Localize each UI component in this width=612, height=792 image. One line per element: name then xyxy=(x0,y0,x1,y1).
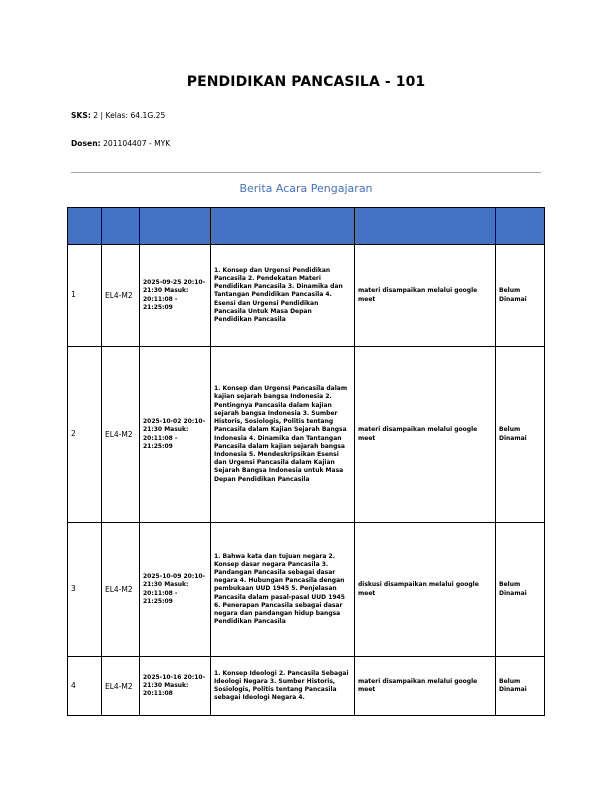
session-material: 1. Konsep dan Urgensi Pendidikan Pancasila 2. Pendekatan Materi Pendidikan Pancasila 3. Dinamika dan Tantangan Pendidikan Pancasila 4. Esensi dan Urgensi Pendidikan Pancasila Untuk Masa Depan Pendidikan Pancasila xyxy=(211,245,355,347)
header-cell xyxy=(496,208,545,245)
class-code: EL4-M2 xyxy=(102,347,140,523)
dosen-label: Dosen: xyxy=(71,139,101,148)
header-cell xyxy=(211,208,355,245)
header-cell xyxy=(140,208,211,245)
status-badge: Belum Dinamai xyxy=(496,245,545,347)
session-material: 1. Konsep dan Urgensi Pancasila dalam kajian sejarah bangsa Indonesia 2. Pentingnya Pancasila dalam kajian sejarah bangsa Indonesia 3. Sumber Historis, Sosiologis, Politis tentang Pancasila dalam Kajian Sejarah Bangsa Indonesia 4. Dinamika dan Tantangan Pancasila dalam kajian sejarah bangsa Indonesia 5. Mendeskripsikan Esensi dan Urgensi Pancasila dalam Kajian Sejarah Bangsa Indonesia untuk Masa Depan Pendidikan Pancasila xyxy=(211,347,355,523)
lecturer-meta xyxy=(71,139,170,148)
sks-value: 2 | Kelas: 64.1G.25 xyxy=(93,111,166,120)
divider xyxy=(71,172,541,173)
session-time: 2025-09-25 20:10-21:30 Masuk: 20:11:08 - 21:25:09 xyxy=(140,245,211,347)
dosen-value: 201104407 - MYK xyxy=(103,139,171,148)
table-row xyxy=(68,245,545,347)
status-badge: Belum Dinamai xyxy=(496,523,545,657)
course-title: PENDIDIKAN PANCASILA - 101 xyxy=(186,74,426,90)
table-row xyxy=(68,347,545,523)
header-cell xyxy=(68,208,102,245)
status-badge: Belum Dinamai xyxy=(496,347,545,523)
section-title: Berita Acara Pengajaran xyxy=(239,182,373,195)
session-time: 2025-10-16 20:10-21:30 Masuk: 20:11:08 xyxy=(140,657,211,716)
header-cell xyxy=(102,208,140,245)
session-material: 1. Konsep Ideologi 2. Pancasila Sebagai Ideologi Negara 3. Sumber Historis, Sosiologis, Politis tentang Pancasila sebagai Ideologi Negara 4. xyxy=(211,657,355,716)
session-material: 1. Bahwa kata dan tujuan negara 2. Konsep dasar negara Pancasila 3. Pandangan Pancasila sebagai dasar negara 4. Hubungan Pancasila dengan pembukaan UUD 1945 5. Penjelasan Pancasila dalam pasal-pasal UUD 1945 6. Penerapan Pancasila sebagai dasar negara dan pandangan hidup bangsa Pendidikan Pancasila xyxy=(211,523,355,657)
delivery-method: diskusi disampaikan melalui google meet xyxy=(355,523,496,657)
delivery-method: materi disampaikan melalui google meet xyxy=(355,657,496,716)
row-number: 2 xyxy=(68,347,102,523)
table-header-row xyxy=(68,208,545,245)
class-code: EL4-M2 xyxy=(102,245,140,347)
sks-label: SKS: xyxy=(71,111,91,120)
course-meta xyxy=(71,111,165,120)
row-number: 1 xyxy=(68,245,102,347)
delivery-method: materi disampaikan melalui google meet xyxy=(355,347,496,523)
delivery-method: materi disampaikan melalui google meet xyxy=(355,245,496,347)
teaching-log-table xyxy=(67,207,545,716)
session-time: 2025-10-09 20:10-21:30 Masuk: 20:11:08 - 21:25:09 xyxy=(140,523,211,657)
class-code: EL4-M2 xyxy=(102,657,140,716)
header-cell xyxy=(355,208,496,245)
table-row xyxy=(68,657,545,716)
table-row xyxy=(68,523,545,657)
class-code: EL4-M2 xyxy=(102,523,140,657)
session-time: 2025-10-02 20:10-21:30 Masuk: 20:11:08 - 21:25:09 xyxy=(140,347,211,523)
row-number: 4 xyxy=(68,657,102,716)
status-badge: Belum Dinamai xyxy=(496,657,545,716)
row-number: 3 xyxy=(68,523,102,657)
